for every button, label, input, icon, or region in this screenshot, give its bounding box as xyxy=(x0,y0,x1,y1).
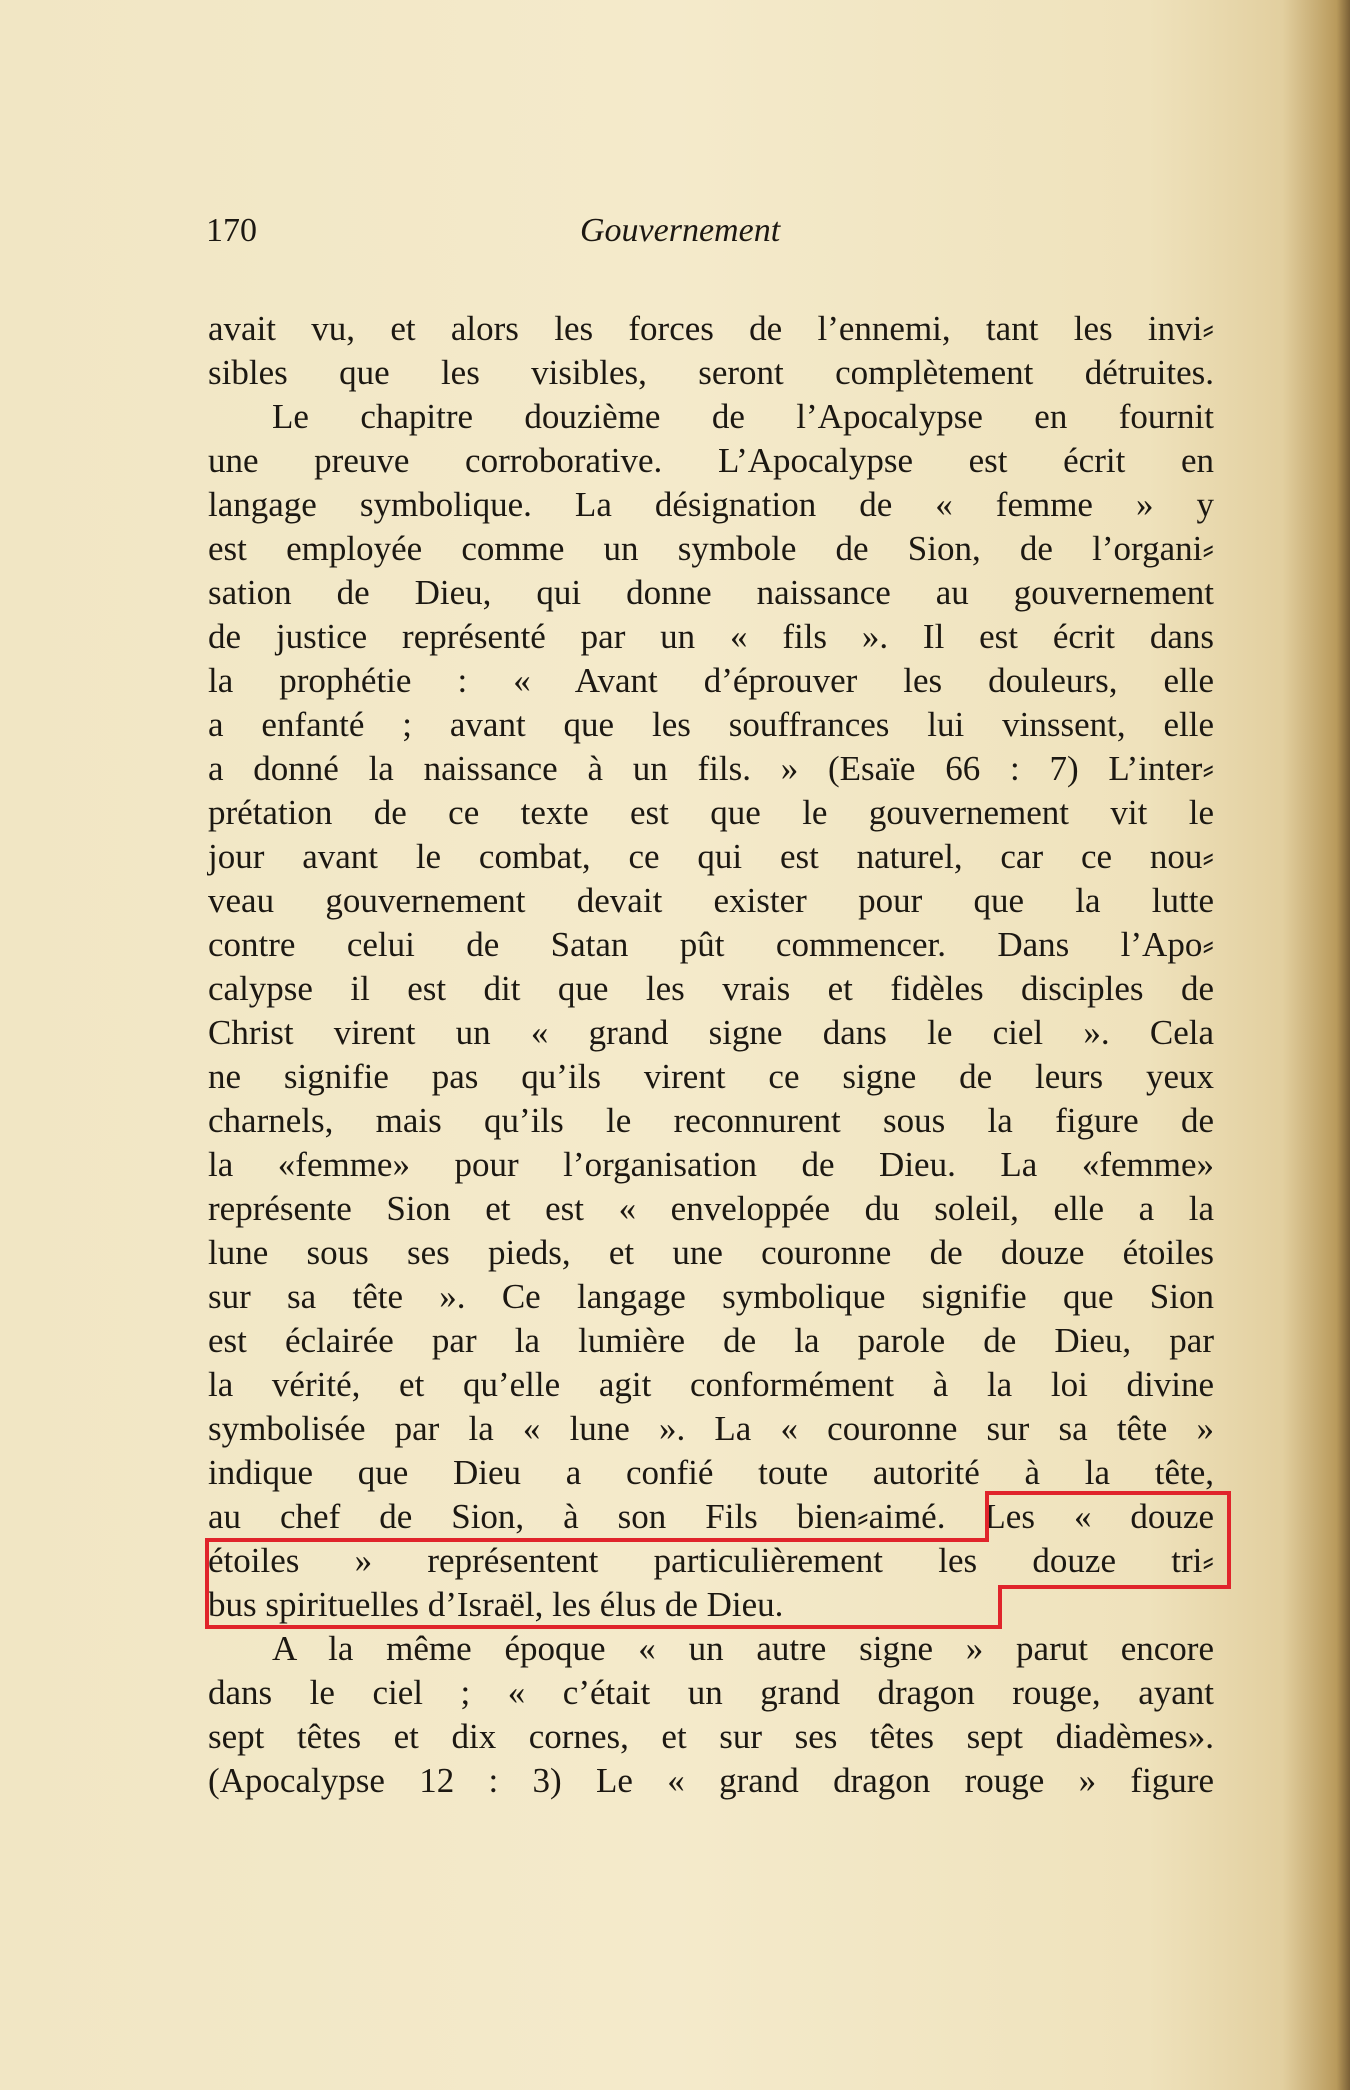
text-line: calypse il est dit que les vrais et fidèles disciples de xyxy=(208,969,1214,1008)
text-line: a enfanté ; avant que les souffrances lui vinssent, elle xyxy=(208,705,1214,744)
text-line: prétation de ce texte est que le gouvernement vit le xyxy=(208,793,1214,832)
text-line: étoiles » représentent particulièrement les douze tri⸗ xyxy=(208,1541,1214,1580)
text-line: sept têtes et dix cornes, et sur ses têtes sept diadèmes». xyxy=(208,1717,1214,1756)
text-line: indique que Dieu a confié toute autorité à la tête, xyxy=(208,1453,1214,1492)
body-text xyxy=(208,307,1214,1803)
text-line: dans le ciel ; « c’était un grand dragon rouge, ayant xyxy=(208,1673,1214,1712)
text-line: charnels, mais qu’ils le reconnurent sous la figure de xyxy=(208,1101,1214,1140)
text-line: la prophétie : « Avant d’éprouver les douleurs, elle xyxy=(208,661,1214,700)
text-line: A la même époque « un autre signe » parut encore xyxy=(272,1629,1214,1668)
text-line: une preuve corroborative. L’Apocalypse est écrit en xyxy=(208,441,1214,480)
text-line: est employée comme un symbole de Sion, de l’organi⸗ xyxy=(208,529,1214,568)
text-line: lune sous ses pieds, et une couronne de douze étoiles xyxy=(208,1233,1214,1272)
text-line: la vérité, et qu’elle agit conformément à la loi divine xyxy=(208,1365,1214,1404)
text-line: (Apocalypse 12 : 3) Le « grand dragon rouge » figure xyxy=(208,1761,1214,1800)
text-line: jour avant le combat, ce qui est naturel, car ce nou⸗ xyxy=(208,837,1214,876)
text-line: la «femme» pour l’organisation de Dieu. La «femme» xyxy=(208,1145,1214,1184)
text-line: langage symbolique. La désignation de « femme » y xyxy=(208,485,1214,524)
text-line: ne signifie pas qu’ils virent ce signe de leurs yeux xyxy=(208,1057,1214,1096)
text-line: sur sa tête ». Ce langage symbolique signifie que Sion xyxy=(208,1277,1214,1316)
text-line: bus spirituelles d’Israël, les élus de Dieu. xyxy=(208,1585,784,1624)
text-line: Christ virent un « grand signe dans le ciel ». Cela xyxy=(208,1013,1214,1052)
text-line: sation de Dieu, qui donne naissance au gouvernement xyxy=(208,573,1214,612)
text-line: contre celui de Satan pût commencer. Dans l’Apo⸗ xyxy=(208,925,1214,964)
text-line: symbolisée par la « lune ». La « couronne sur sa tête » xyxy=(208,1409,1214,1448)
text-line: sibles que les visibles, seront complètement détruites. xyxy=(208,353,1214,392)
text-line: Le chapitre douzième de l’Apocalypse en fournit xyxy=(272,397,1214,436)
text-line: veau gouvernement devait exister pour que la lutte xyxy=(208,881,1214,920)
running-title: Gouvernement xyxy=(580,212,781,249)
text-line: de justice représenté par un « fils ». Il est écrit dans xyxy=(208,617,1214,656)
text-line: représente Sion et est « enveloppée du soleil, elle a la xyxy=(208,1189,1214,1228)
text-line: au chef de Sion, à son Fils bien⸗aimé. Les « douze xyxy=(208,1497,1214,1536)
text-line: a donné la naissance à un fils. » (Esaïe 66 : 7) L’inter⸗ xyxy=(208,749,1214,788)
page-number: 170 xyxy=(206,212,257,249)
text-line: est éclairée par la lumière de la parole de Dieu, par xyxy=(208,1321,1214,1360)
text-line: avait vu, et alors les forces de l’ennemi, tant les invi⸗ xyxy=(208,309,1214,348)
